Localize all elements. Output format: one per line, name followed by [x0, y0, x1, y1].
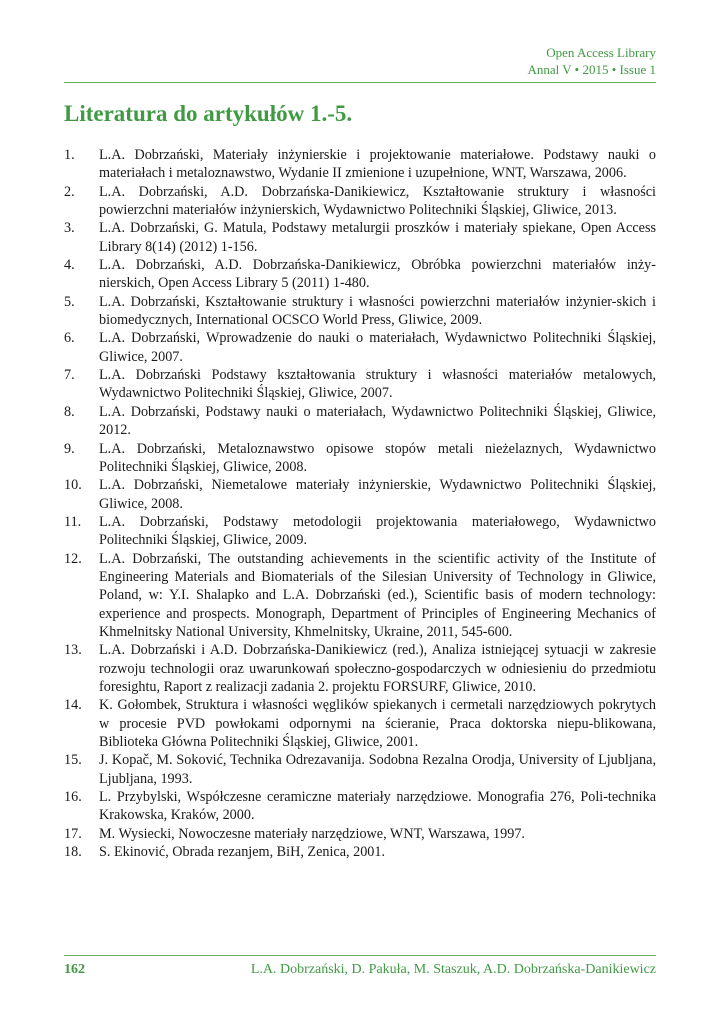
reference-text: L.A. Dobrzański, Materiały inżynierskie i projektowanie materiałowe. Podstawy nauki o materiałach i metaloznawstwo, Wydanie II zmienione i uzupełnione, WNT, Warszawa, 2006.: [99, 147, 656, 182]
reference-text: L.A. Dobrzański, A.D. Dobrzańska-Danikiewicz, Obróbka powierzchni materiałów inży-nierskich, Open Access Library 5 (2011) 1-480.: [99, 257, 656, 292]
reference-text: L.A. Dobrzański, The outstanding achievements in the scientific activity of the Institute of Engineering Materials and Biomaterials of the Silesian University of Technology in Gliwice, Poland, w: Y.I. Shalapko and L.A. Dobrzański (ed.), Scientific basis of modern technology: experience and prospects. Monograph, Department of Principles of Engineering Mechanics of Khmelnitsky National University, Khmelnitsky, Ukraine, 2011, 545-600.: [99, 550, 656, 640]
reference-number: 9.: [64, 440, 75, 457]
reference-text: L.A. Dobrzański, Kształtowanie struktury i własności powierzchni materiałów inżynier-skich i biomedycznych, International OCSCO World Press, Gliwice, 2009.: [99, 293, 656, 329]
reference-item: [64, 366, 656, 403]
reference-list: [64, 146, 656, 861]
reference-item: [64, 183, 656, 220]
reference-text: L.A. Dobrzański Podstawy kształtowania struktury i własności materiałów metalowych, Wydawnictwo Politechniki Śląskiej, Gliwice, 2007.: [99, 367, 656, 402]
reference-item: [64, 293, 656, 330]
reference-item: [64, 476, 656, 513]
reference-number: 8.: [64, 403, 75, 420]
reference-number: 11.: [64, 513, 82, 530]
reference-text: L. Przybylski, Współczesne ceramiczne materiały narzędziowe. Monografia 276, Poli-technika Krakowska, Kraków, 2000.: [99, 789, 656, 824]
page-number: 162: [64, 962, 85, 977]
reference-text: L.A. Dobrzański, Wprowadzenie do nauki o materiałach, Wydawnictwo Politechniki Śląskiej, Gliwice, 2007.: [99, 330, 656, 365]
reference-item: [64, 219, 656, 256]
reference-text: J. Kopač, M. Soković, Technika Odrezavanija. Sodobna Rezalna Orodja, University of Ljubljana, Ljubljana, 1993.: [99, 752, 656, 787]
reference-item: [64, 696, 656, 751]
reference-number: 1.: [64, 147, 75, 163]
reference-number: 6.: [64, 330, 75, 347]
reference-number: 3.: [64, 220, 75, 237]
header-divider: [64, 82, 656, 83]
reference-text: L.A. Dobrzański, Niemetalowe materiały inżynierskie, Wydawnictwo Politechniki Śląskiej, Gliwice, 2008.: [99, 477, 656, 512]
reference-item: [64, 550, 656, 642]
reference-item: [64, 256, 656, 293]
issue-info: Annal V • 2015 • Issue 1: [527, 62, 656, 77]
reference-number: 10.: [64, 477, 82, 494]
reference-number: 2.: [64, 183, 75, 200]
reference-item: [64, 825, 656, 843]
reference-number: 4.: [64, 257, 75, 274]
reference-number: 13.: [64, 642, 82, 659]
reference-text: L.A. Dobrzański i A.D. Dobrzańska-Danikiewicz (red.), Analiza istniejącej sytuacji w zakresie rozwoju technologii oraz uwarunkowań społeczno-gospodarczych w odniesieniu do przedmiotu foresightu, Raport z realizacji zadania 2. projektu FORSURF, Gliwice, 2010.: [99, 642, 656, 695]
journal-name: Open Access Library: [546, 45, 656, 60]
reference-number: 18.: [64, 844, 82, 861]
reference-number: 7.: [64, 367, 75, 384]
reference-text: L.A. Dobrzański, Podstawy nauki o materiałach, Wydawnictwo Politechniki Śląskiej, Gliwice, 2012.: [99, 403, 656, 439]
reference-text: M. Wysiecki, Nowoczesne materiały narzędziowe, WNT, Warszawa, 1997.: [99, 825, 525, 842]
reference-number: 14.: [64, 697, 82, 714]
running-header: [356, 44, 656, 78]
reference-text: K. Gołombek, Struktura i własności węglików spiekanych i cermetali narzędziowych pokrytych w procesie PVD powłokami odpornymi na ścieranie, Praca doktorska niepu-blikowana, Biblioteka Główna Politechniki Śląskiej, Gliwice, 2001.: [99, 697, 656, 750]
footer-divider: [64, 955, 656, 956]
reference-text: L.A. Dobrzański, Podstawy metodologii projektowania materiałowego, Wydawnictwo Politechniki Śląskiej, Gliwice, 2009.: [99, 513, 656, 549]
reference-item: [64, 843, 656, 861]
reference-item: [64, 403, 656, 440]
reference-text: L.A. Dobrzański, G. Matula, Podstawy metalurgii proszków i materiały spiekane, Open Access Library 8(14) (2012) 1-156.: [99, 220, 656, 255]
reference-number: 12.: [64, 550, 82, 567]
reference-text: S. Ekinović, Obrada rezanjem, BiH, Zenica, 2001.: [99, 844, 386, 861]
footer-authors: L.A. Dobrzański, D. Pakuła, M. Staszuk, A.D. Dobrzańska-Danikiewicz: [250, 962, 656, 977]
reference-item: [64, 329, 656, 366]
reference-item: [64, 146, 656, 183]
reference-item: [64, 513, 656, 550]
reference-text: L.A. Dobrzański, Metaloznawstwo opisowe stopów metali nieżelaznych, Wydawnictwo Politechniki Śląskiej, Gliwice, 2008.: [99, 440, 656, 475]
reference-item: [64, 788, 656, 825]
reference-number: 16.: [64, 789, 82, 806]
reference-item: [64, 751, 656, 788]
reference-item: [64, 641, 656, 696]
reference-number: 15.: [64, 752, 82, 769]
page-title: Literatura do artykułów 1.-5.: [64, 101, 353, 126]
reference-number: 17.: [64, 825, 82, 842]
reference-item: [64, 440, 656, 477]
reference-number: 5.: [64, 293, 75, 310]
running-footer: [64, 961, 656, 979]
reference-text: L.A. Dobrzański, A.D. Dobrzańska-Danikiewicz, Kształtowanie struktury i własności powierzchni materiałów inżynierskich, Wydawnictwo Politechniki Śląskiej, Gliwice, 2013.: [99, 183, 656, 219]
